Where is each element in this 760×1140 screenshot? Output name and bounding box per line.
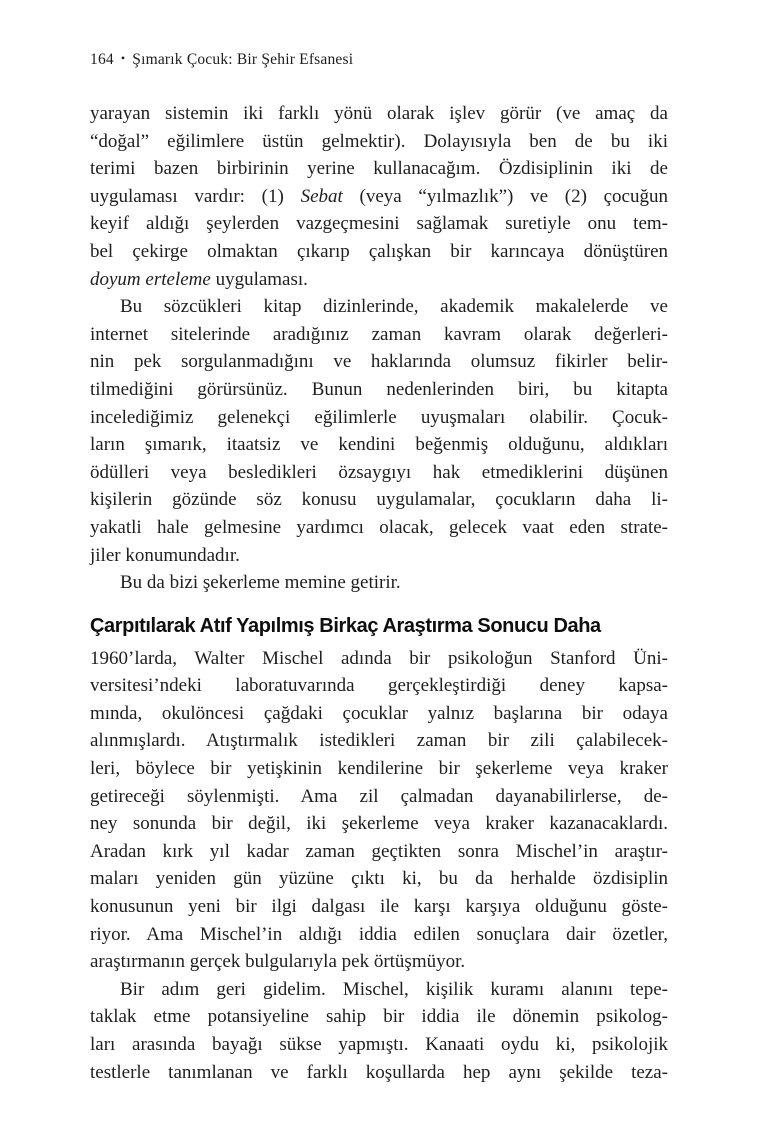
text-line: bel çekirge olmaktan çıkarıp çalışkan bir karıncaya dönüştüren — [90, 240, 668, 262]
text-line: araştırmanın gerçek bulgularıyla pek örtüşmüyor. — [90, 951, 466, 973]
paragraph — [90, 645, 668, 976]
text-line: internet sitelerinde aradığınız zaman kavram olarak değerleri- — [90, 323, 668, 345]
text-line: Aradan kırk yıl kadar zaman geçtikten sonra Mischel’in araştır- — [90, 840, 668, 862]
running-head-title: Şımarık Çocuk: Bir Şehir Efsanesi — [132, 51, 354, 68]
text-line: yarayan sistemin iki farklı yönü olarak işlev görür (ve amaç da — [90, 103, 668, 124]
bullet-separator: • — [120, 51, 126, 65]
paragraph — [90, 100, 668, 293]
text-line: alınmışlardı. Atıştırmalık istedikleri zaman bir zili çalabilecek- — [90, 730, 668, 752]
text-line: terimi bazen birbirinin yerine kullanacağım. Özdisiplinin iki de — [90, 158, 668, 180]
text-line: keyif aldığı şeylerden vazgeçmesini sağlamak suretiyle onu tem- — [90, 213, 668, 235]
text-line: “doğal” eğilimlere üstün gelmektir). Dolayısıyla ben de bu iki — [90, 130, 668, 152]
paragraph — [90, 293, 668, 569]
text-line: incelediğimiz gelenekçi eğilimlerle uyuşmaları olabilir. Çocuk- — [90, 406, 668, 428]
paragraph — [90, 976, 668, 1086]
text-line: ları arasında bayağı sükse yapmıştı. Kanaati oydu ki, psikolojik — [90, 1034, 668, 1055]
text-line: Bu sözcükleri kitap dizinlerinde, akademik makalelerde ve — [120, 296, 668, 318]
text-line: konusunun yeni bir ilgi dalgası ile karşı karşıya olduğunu göste- — [90, 896, 668, 918]
text-line: Bir adım geri gidelim. Mischel, kişilik kuramı alanını tepe- — [120, 978, 668, 1000]
text-line: nin pek sorgulanmadığını ve haklarında olumsuz fikirler belir- — [90, 351, 668, 373]
text-line: mında, okulöncesi çağdaki çocuklar yalnız başlarına bir odaya — [90, 702, 668, 724]
text-line: leri, böylece bir yetişkinin kendilerine bir şekerleme veya kraker — [90, 758, 668, 780]
text-line: ların şımarık, itaatsiz ve kendini beğenmiş olduğunu, aldıkları — [90, 434, 668, 456]
section-heading: Çarpıtılarak Atıf Yapılmış Birkaç Araştırma Sonucu Daha — [90, 614, 601, 637]
text-line: riyor. Ama Mischel’in aldığı iddia edilen sonuçlara dair özetler, — [90, 923, 668, 945]
text-line: ney sonunda bir değil, iki şekerleme veya kraker kazanacaklardı. — [90, 813, 668, 835]
paragraph — [90, 569, 668, 597]
text-line: Bu da bizi şekerleme memine getirir. — [120, 572, 401, 594]
text-line: maları yeniden gün yüzüne çıktı ki, bu da herhalde özdisiplin — [90, 868, 668, 890]
page-number: 164 — [90, 51, 114, 68]
text-line: versitesi’ndeki laboratuvarında gerçekleştirdiği deney kapsa- — [90, 675, 668, 697]
text-line: ödülleri veya besledikleri özsaygıyı hak etmediklerini düşünen — [90, 461, 668, 483]
text-line: taklak etme potansiyeline sahip bir iddia ile dönemin psikolog- — [90, 1006, 668, 1028]
text-line: jiler konumundadır. — [90, 544, 240, 566]
text-line: kişilerin gözünde söz konusu uygulamalar, çocukların daha li- — [90, 489, 668, 511]
running-head — [90, 50, 353, 70]
text-line: yakatli hale gelmesine yardımcı olacak, gelecek vaat eden strate- — [90, 516, 668, 538]
text-line: testlerle tanımlanan ve farklı koşullarda hep aynı şekilde teza- — [90, 1061, 668, 1083]
text-line: getireceği söylenmişti. Ama zil çalmadan dayanabilirlerse, de- — [90, 785, 668, 807]
text-line: uygulaması vardır: (1) Sebat (veya “yılmazlık”) ve (2) çocuğun — [90, 185, 668, 207]
page-body — [90, 100, 668, 1086]
text-line: tilmediğini görürsünüz. Bunun nedenlerinden biri, bu kitapta — [90, 378, 668, 400]
text-line: doyum erteleme uygulaması. — [90, 268, 308, 290]
text-line: 1960’larda, Walter Mischel adında bir psikoloğun Stanford Üni- — [90, 647, 668, 669]
